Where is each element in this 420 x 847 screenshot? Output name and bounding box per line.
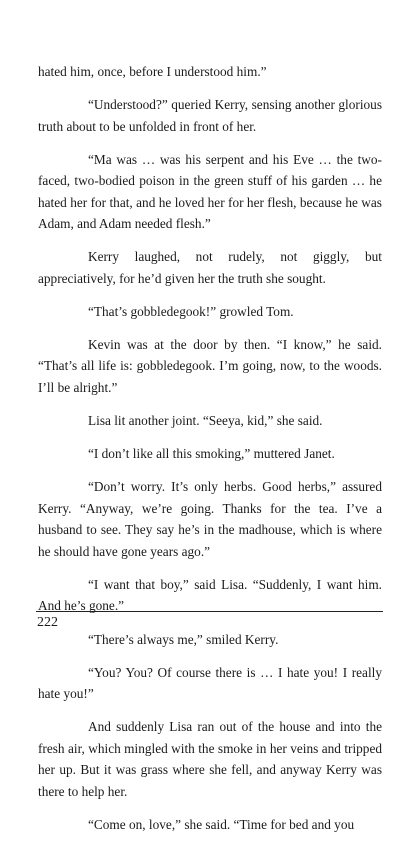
paragraph: “There’s always me,” smiled Kerry. [88, 631, 279, 647]
paragraph: “Ma was … was his serpent and his Eve … the two-faced, two-bodied poison in the green stuff of his garden … he hated her for that, and he loved her for her flesh, because he was Adam, and Adam needed flesh.” [38, 151, 382, 232]
paragraph: “Understood?” queried Kerry, sensing another glorious truth about to be unfolded in front of her. [38, 97, 382, 134]
paragraph: hated him, once, before I understood him.” [38, 64, 267, 79]
paragraph: “I want that boy,” said Lisa. “Suddenly, I want him. And he’s gone.” [38, 576, 382, 614]
paragraph: Kerry laughed, not rudely, not giggly, but appreciatively, for he’d given her the truth she sought. [38, 249, 382, 286]
paragraph: “That’s gobbledegook!” growled Tom. [88, 303, 294, 319]
paragraph: And suddenly Lisa ran out of the house and into the fresh air, which mingled with the smoke in her veins and tripped her up. But it was grass where she fell, and anyway Kerry was there to help her. [38, 719, 382, 799]
page-number: 222 [37, 615, 58, 630]
paragraph: “You? You? Of course there is … I hate you! I really hate you!” [38, 664, 382, 702]
paragraph: “I don’t like all this smoking,” muttered Janet. [88, 446, 335, 462]
paragraph: “Don’t worry. It’s only herbs. Good herbs,” assured Kerry. “Anyway, we’re going. Thanks for the tea. I’ve a husband to see. They say he’s in the madhouse, which is where he should have gone years ago.” [38, 479, 382, 559]
paragraph: “Come on, love,” she said. “Time for bed and you [88, 816, 355, 832]
footer-rule [36, 611, 383, 612]
paragraph: Lisa lit another joint. “Seeya, kid,” she said. [88, 413, 323, 429]
page-body-text [38, 61, 382, 847]
paragraph: Kevin was at the door by then. “I know,” he said. “That’s all life is: gobbledegook. I’m going, now, to the woods. I’ll be alright.” [38, 337, 382, 395]
